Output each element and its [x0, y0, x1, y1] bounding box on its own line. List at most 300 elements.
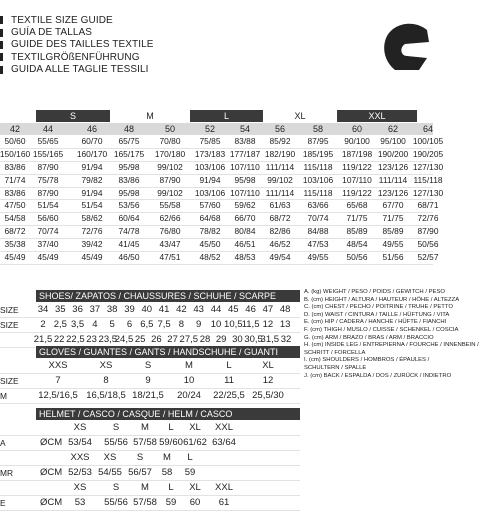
helmet-value: 55/56 — [104, 437, 128, 448]
shoes-value: 10 — [210, 319, 222, 330]
table-cell: 85/89 — [346, 226, 368, 237]
shoes-value: 22 — [53, 334, 65, 345]
helmet-header: HELMET / CASCO / CASQUE / HELM / CASCO — [36, 408, 300, 420]
shoes-value: 9 — [196, 319, 202, 330]
shoes-value: 21,5 — [33, 334, 53, 345]
helmet-row-label: E — [0, 498, 6, 508]
table-row — [0, 148, 444, 162]
helmet-value: M — [163, 452, 171, 463]
legend-item: I. (cm) SHOULDERS / HOMBROS / ÉPAULES / — [304, 357, 430, 364]
table-cell: 103/106 — [194, 161, 226, 172]
helmet-row-cells — [36, 466, 300, 480]
table-cell: 70/80 — [159, 136, 181, 146]
table-cell: 78/82 — [199, 226, 221, 237]
helmet-row — [0, 481, 300, 496]
helmet-value: L — [168, 482, 174, 493]
table-cell: 95/98 — [118, 161, 140, 172]
shoes-row-cells — [36, 318, 300, 332]
helmet-row-label: MR — [0, 468, 14, 478]
table-cell: 65/68 — [346, 200, 368, 211]
table-cell: 45/49 — [4, 252, 26, 263]
title-row — [0, 26, 154, 38]
table-cell: 91/94 — [81, 161, 103, 172]
gloves-row-label: SIZE — [0, 376, 19, 386]
shoes-value: 25 — [134, 334, 146, 345]
gloves-value: S — [144, 360, 152, 371]
gloves-value: 11 — [224, 375, 234, 386]
table-cell: 95/100 — [380, 136, 406, 146]
shoes-value: 38 — [106, 304, 118, 315]
table-cell: 165/175 — [113, 148, 145, 159]
helmet-row — [0, 421, 300, 436]
helmet-row — [0, 436, 300, 451]
shoes-value: 40 — [141, 304, 153, 315]
shoes-value: 6,5 — [140, 319, 154, 330]
title-bar — [0, 16, 3, 24]
table-cell: 46/50 — [118, 252, 140, 263]
table-cell: 49/55 — [307, 252, 329, 263]
table-row — [0, 187, 444, 201]
table-cell: 56/60 — [37, 213, 59, 224]
table-cell: 76/80 — [159, 226, 181, 237]
table-cell: 66/70 — [234, 213, 256, 224]
size-band-label: M — [146, 111, 154, 121]
shoes-value: 46 — [245, 304, 256, 315]
numeric-size: 42 — [9, 124, 20, 134]
table-cell: 58/62 — [81, 213, 103, 224]
helmet-row — [0, 466, 300, 481]
helmet-row — [0, 496, 300, 511]
gloves-value: 12 — [262, 375, 274, 386]
helmet-value: S — [112, 422, 120, 433]
title-bar — [0, 29, 3, 37]
shoes-value: 26 — [151, 334, 162, 345]
gloves-row — [0, 389, 300, 404]
helmet-value: XXL — [215, 482, 233, 493]
table-cell: 91/94 — [81, 187, 103, 198]
helmet-value: 55/56 — [104, 497, 128, 508]
table-cell: 68/71 — [417, 200, 439, 211]
shoes-row-cells — [33, 333, 300, 347]
shoes-value: 47 — [262, 304, 274, 315]
legend-item: SCHULTERN / SPALLE — [304, 364, 367, 371]
table-cell: 54/58 — [4, 213, 26, 224]
helmet-value: 54/55 — [98, 467, 122, 478]
shoes-value: 37 — [89, 304, 101, 315]
helmet-value: XL — [189, 482, 201, 493]
numeric-size: 64 — [422, 124, 433, 134]
gloves-value: M — [185, 360, 193, 371]
table-cell: 160/170 — [76, 148, 108, 159]
measurement-legend — [304, 289, 479, 380]
helmet-value: 59 — [165, 497, 177, 508]
table-cell: 75/78 — [37, 174, 59, 185]
table-cell: 51/54 — [81, 200, 103, 211]
helmet-row — [0, 451, 300, 466]
numeric-size: 54 — [239, 124, 250, 134]
table-cell: 41/45 — [118, 239, 140, 250]
table-cell: 107/110 — [230, 187, 260, 198]
title-block — [0, 14, 154, 76]
gloves-row-cells — [36, 359, 300, 373]
table-cell: 85/92 — [269, 136, 291, 146]
helmet-value: S — [136, 452, 144, 463]
table-cell: 119/122 — [342, 161, 372, 172]
table-row — [0, 213, 439, 226]
shoes-value: 23 — [86, 334, 97, 345]
table-cell: 53/56 — [118, 200, 140, 211]
table-cell: 87/90 — [417, 226, 439, 237]
shoes-value: 23,5 — [98, 334, 118, 345]
title-row — [0, 51, 154, 63]
table-cell: 57/60 — [199, 200, 221, 211]
shoes-value: 30,5 — [244, 334, 263, 345]
table-cell: 85/89 — [382, 226, 404, 237]
gloves-row-cells — [36, 389, 300, 403]
shoes-value: 35 — [55, 304, 66, 315]
size-band-label: XXL — [337, 110, 417, 122]
title-text: GUIDE DES TAILLES TEXTILE — [11, 39, 154, 51]
table-cell: 60/64 — [118, 213, 140, 224]
table-cell: 103/106 — [194, 187, 226, 198]
shoes-value: 22,5 — [66, 334, 85, 345]
table-row — [0, 136, 444, 149]
helmet-value: M — [141, 422, 149, 433]
table-cell: 187/198 — [341, 148, 373, 159]
table-cell: 50/60 — [4, 136, 26, 146]
helmet-row-cells — [36, 451, 300, 465]
gloves-value: 7 — [55, 375, 61, 386]
table-cell: 47/53 — [307, 239, 329, 250]
gloves-value: 8 — [103, 375, 109, 386]
table-cell: 67/70 — [382, 200, 404, 211]
gloves-value: L — [226, 360, 232, 371]
numeric-size: 52 — [204, 124, 215, 134]
helmet-value: XXL — [215, 422, 233, 433]
table-cell: 71/75 — [382, 213, 404, 224]
table-cell: 48/52 — [199, 252, 221, 263]
shoes-value: 42 — [176, 304, 187, 315]
legend-item: SCHRITT / FORCELLA — [304, 349, 366, 356]
table-cell: 119/122 — [342, 187, 372, 198]
table-cell: 190/205 — [412, 148, 444, 159]
table-cell: 115/118 — [303, 187, 333, 198]
title-text: GUÍA DE TALLAS — [11, 27, 93, 39]
helmet-value: XS — [103, 452, 117, 463]
table-cell: 95/98 — [118, 187, 140, 198]
table-cell: 70/74 — [37, 226, 59, 237]
shoes-value: 3,5 — [70, 319, 85, 330]
table-cell: 51/54 — [37, 200, 59, 211]
table-cell: 182/190 — [264, 148, 296, 159]
title-text: TEXTILGRÖßENFÜHRUNG — [11, 51, 140, 63]
table-cell: 59/62 — [234, 200, 256, 211]
gloves-value: 9 — [145, 375, 151, 386]
legend-item: A. (kg) WEIGHT / PESO / POIDS / GEWITCH / PESO — [304, 289, 445, 295]
table-cell: 45/50 — [199, 239, 221, 250]
helmet-value: 63/64 — [212, 437, 236, 448]
title-bar — [0, 66, 3, 74]
title-bar — [0, 53, 3, 61]
helmet-value: 61/62 — [183, 437, 207, 448]
table-cell: 99/102 — [267, 174, 293, 185]
shoes-row-label: SIZE — [0, 320, 19, 330]
gloves-header: GLOVES / GUANTES / GANTS / HANDSCHUHE / GUANTI — [36, 346, 300, 358]
table-cell: 49/55 — [382, 239, 404, 250]
table-cell: 87/90 — [37, 161, 59, 172]
gloves-value: XS — [99, 360, 113, 371]
shoes-value: 13 — [279, 319, 291, 330]
title-row — [0, 14, 154, 26]
table-cell: 177/187 — [229, 148, 261, 159]
table-cell: 155/165 — [32, 148, 64, 159]
table-cell: 107/110 — [342, 174, 372, 185]
table-cell: 103/106 — [302, 174, 334, 185]
shoes-row — [0, 318, 300, 333]
table-cell: 46/52 — [269, 239, 291, 250]
helmet-value: 60 — [189, 497, 201, 508]
helmet-value: XS — [73, 422, 87, 433]
table-cell: 99/102 — [157, 187, 183, 198]
numeric-size: 50 — [164, 124, 175, 134]
numeric-size: 46 — [86, 124, 97, 134]
table-cell: 150/160 — [0, 148, 31, 159]
table-cell: 80/84 — [234, 226, 256, 237]
helmet-unit: ØCM — [40, 467, 63, 478]
table-row — [0, 252, 439, 265]
shoes-value: 29 — [215, 334, 227, 345]
helmet-row-cells — [36, 421, 300, 435]
table-cell: 115/118 — [303, 161, 333, 172]
helmet-icon — [377, 18, 433, 74]
numeric-size: 62 — [387, 124, 398, 134]
size-band-label: L — [190, 110, 263, 122]
helmet-row-cells — [36, 436, 300, 450]
helmet-value: 59 — [184, 467, 196, 478]
shoes-value: 43 — [193, 304, 204, 315]
table-cell: 99/102 — [157, 161, 183, 172]
table-cell: 71/74 — [4, 174, 26, 185]
table-cell: 35/38 — [4, 239, 26, 250]
table-cell: 83/86 — [118, 174, 140, 185]
shoes-value: 24,5 — [114, 334, 134, 345]
legend-item: H. (cm) INSIDE LEG / ENTREPIERNA / FOURCHE / INNENBEIN / — [304, 342, 479, 349]
table-cell: 83/86 — [4, 187, 26, 198]
shoes-value: 36 — [72, 304, 83, 315]
shoes-header: SHOES/ ZAPATOS / CHAUSSURES / SCHUHE / SCARPE — [36, 290, 300, 302]
shoes-value: 7,5 — [157, 319, 171, 330]
table-cell: 37/40 — [37, 239, 59, 250]
table-row — [0, 200, 439, 213]
table-row — [0, 239, 439, 252]
shoes-value: 34 — [37, 304, 49, 315]
table-cell: 48/53 — [234, 252, 256, 263]
gloves-value: 16,5/18,5 — [86, 390, 126, 401]
helmet-value: 56/57 — [128, 467, 152, 478]
table-cell: 87/95 — [307, 136, 329, 146]
gloves-value: XL — [262, 360, 274, 371]
table-cell: 62/66 — [159, 213, 181, 224]
shoes-value: 5 — [109, 319, 115, 330]
table-cell: 115/118 — [413, 174, 443, 185]
helmet-value: 59/60 — [159, 437, 183, 448]
table-cell: 64/68 — [199, 213, 221, 224]
table-row — [0, 226, 439, 239]
title-text: GUIDA ALLE TAGLIE TESSILI — [11, 64, 149, 76]
legend-item: E. (cm) HIP / CADERA / HANCHE / HÜFTE / FIANCHI — [304, 319, 447, 326]
title-row — [0, 64, 154, 76]
gloves-value: XXS — [48, 360, 68, 371]
legend-item: J. (cm) BACK / ESPALDA / DOS / ZURÜCK / INDIETRO — [304, 372, 452, 379]
title-bar — [0, 41, 3, 49]
shoes-value: 8 — [178, 319, 185, 330]
table-cell: 71/75 — [346, 213, 368, 224]
table-cell: 87/90 — [37, 187, 59, 198]
helmet-value: 53 — [74, 497, 86, 508]
table-cell: 46/51 — [234, 239, 256, 250]
table-cell: 127/130 — [412, 161, 444, 172]
helmet-value: 52/53 — [68, 467, 92, 478]
helmet-value: XS — [73, 482, 87, 493]
table-cell: 87/90 — [159, 174, 181, 185]
table-cell: 90/100 — [344, 136, 370, 146]
size-band-label: S — [36, 110, 110, 122]
gloves-row-cells — [36, 374, 300, 388]
table-cell: 173/183 — [194, 148, 226, 159]
helmet-value: 57/58 — [133, 437, 157, 448]
gloves-value: 25,5/30 — [252, 390, 284, 401]
table-cell: 47/51 — [159, 252, 181, 263]
gloves-row-label: M — [0, 391, 7, 401]
shoes-value: 6 — [126, 319, 133, 330]
size-band-label: XL — [294, 111, 306, 121]
table-cell: 72/76 — [81, 226, 103, 237]
table-cell: 111/114 — [265, 161, 295, 172]
numeric-size: 58 — [312, 124, 323, 134]
table-cell: 83/88 — [234, 136, 256, 146]
table-cell: 82/86 — [269, 226, 291, 237]
shoes-value: 10,5 — [224, 319, 243, 330]
table-cell: 107/110 — [230, 161, 260, 172]
helmet-row-cells — [36, 496, 300, 510]
table-cell: 111/114 — [378, 174, 408, 185]
table-cell: 83/86 — [4, 161, 26, 172]
shoes-value: 28 — [199, 334, 211, 345]
table-cell: 65/75 — [118, 136, 140, 146]
numeric-size-row — [0, 123, 433, 135]
legend-item: C. (cm) CHEST / PECHO / POITRINE / TRUHE / PETTO — [304, 304, 453, 311]
gloves-row — [0, 359, 300, 374]
table-cell: 48/54 — [346, 239, 368, 250]
shoes-value: 12 — [262, 319, 274, 330]
table-cell: 49/54 — [269, 252, 291, 263]
letter-size-band — [0, 110, 433, 122]
shoes-value: 32 — [280, 334, 292, 345]
gloves-value: 22/25,5 — [213, 390, 245, 401]
helmet-value: S — [112, 482, 120, 493]
table-cell: 50/56 — [346, 252, 368, 263]
table-row — [0, 174, 443, 188]
table-cell: 61/63 — [269, 200, 291, 211]
table-cell: 111/114 — [265, 187, 295, 198]
helmet-value: XL — [189, 422, 201, 433]
title-row — [0, 39, 154, 51]
table-cell: 55/65 — [37, 136, 59, 146]
gloves-value: 10 — [183, 375, 195, 386]
table-cell: 68/72 — [4, 226, 26, 237]
helmet-value: L — [168, 422, 174, 433]
table-cell: 95/98 — [234, 174, 256, 185]
table-cell: 79/82 — [81, 174, 103, 185]
helmet-unit: ØCM — [40, 497, 63, 508]
table-cell: 72/76 — [417, 213, 439, 224]
table-cell: 70/74 — [307, 213, 329, 224]
gloves-value: 12,5/16,5 — [38, 390, 78, 401]
title-text: TEXTILE SIZE GUIDE — [11, 14, 113, 26]
table-cell: 91/94 — [199, 174, 221, 185]
shoes-value: 4 — [92, 319, 98, 330]
helmet-value: 61 — [218, 497, 230, 508]
table-cell: 63/66 — [307, 200, 329, 211]
table-cell: 185/195 — [302, 148, 334, 159]
shoes-row-cells — [36, 303, 300, 317]
helmet-value: 57/58 — [133, 497, 157, 508]
table-row — [0, 161, 444, 175]
legend-item: B. (cm) HEIGHT / ALTURA / HAUTEUR / HÖHE / ALTEZZA — [304, 296, 460, 303]
table-cell: 75/85 — [199, 136, 221, 146]
table-cell: 123/126 — [377, 161, 409, 172]
table-cell: 190/200 — [377, 148, 409, 159]
table-cell: 45/49 — [81, 252, 103, 263]
table-cell: 170/180 — [154, 148, 186, 159]
shoes-row — [0, 303, 300, 318]
gloves-value: 20/24 — [177, 390, 201, 401]
table-cell: 45/49 — [37, 252, 59, 263]
shoes-row-label: SIZE — [0, 305, 19, 315]
shoes-value: 31,5 — [260, 334, 280, 345]
table-cell: 100/105 — [412, 136, 444, 146]
gloves-row — [0, 374, 300, 389]
helmet-row-label: A — [0, 438, 6, 448]
shoes-value: 2 — [40, 319, 46, 330]
legend-item: F. (cm) THIGH / MUSLO / CUISSE / SCHENKEL / COSCIA — [304, 326, 459, 333]
shoes-value: 39 — [124, 304, 135, 315]
table-cell: 52/57 — [417, 252, 439, 263]
table-cell: 84/88 — [307, 226, 329, 237]
helmet-value: 58 — [161, 467, 173, 478]
table-cell: 55/58 — [159, 200, 181, 211]
shoes-value: 48 — [279, 304, 291, 315]
numeric-size: 56 — [274, 124, 285, 134]
legend-item: G. (cm) ARM / BRAZO / BRAS / ARM / BRACCIO — [304, 334, 434, 341]
helmet-value: M — [141, 482, 149, 493]
textile-size-table — [0, 136, 444, 265]
helmet-unit: ØCM — [40, 437, 63, 448]
table-cell: 60/70 — [81, 136, 103, 146]
table-cell: 47/50 — [4, 200, 26, 211]
shoes-value: 41 — [158, 304, 170, 315]
helmet-value: XXS — [70, 452, 90, 463]
numeric-size: 44 — [42, 124, 53, 134]
helmet-value: 53/54 — [68, 437, 92, 448]
table-cell: 127/130 — [412, 187, 444, 198]
helmet-value: L — [187, 452, 193, 463]
gloves-value: 18/21,5 — [132, 390, 164, 401]
shoes-value: 27 — [167, 334, 178, 345]
legend-item: D. (cm) WAIST / CINTURA / TAILLE / HÜFTUNG / VITA — [304, 311, 450, 318]
shoes-value: 27,5 — [179, 334, 199, 345]
shoes-value: 45 — [228, 304, 239, 315]
